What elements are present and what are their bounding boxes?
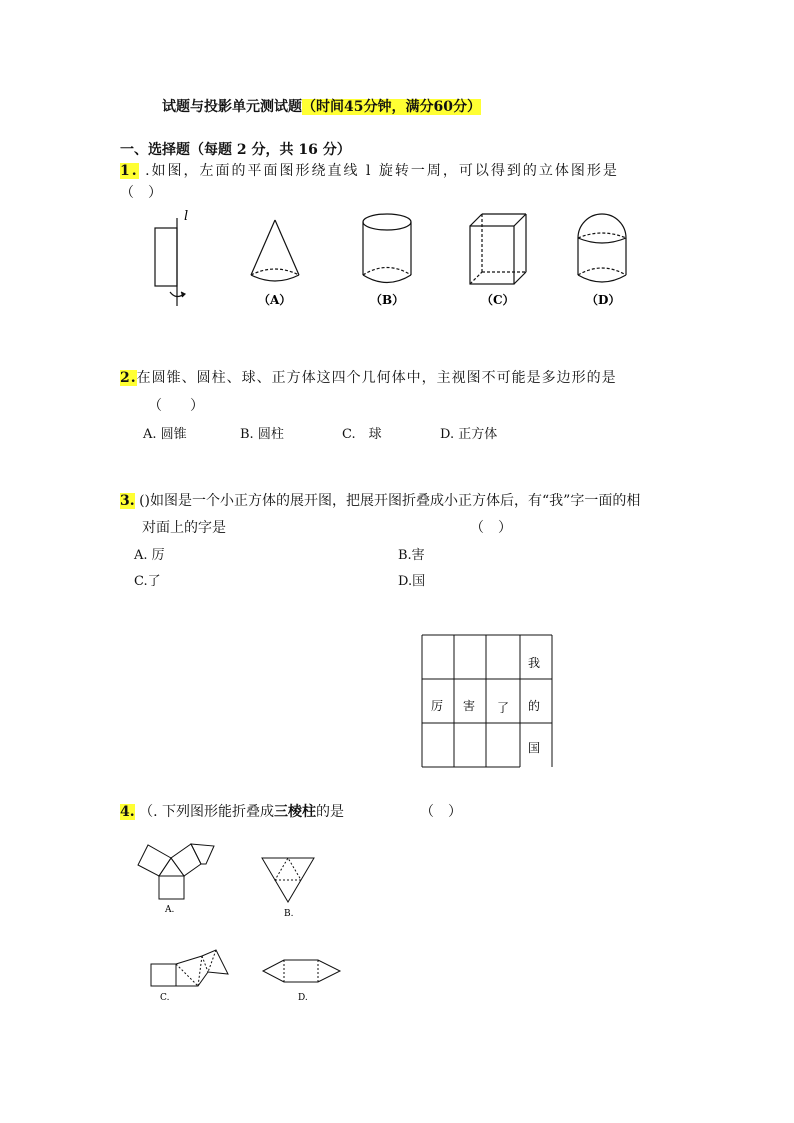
q2-option-c: C. 球 xyxy=(342,427,382,442)
net-c-icon xyxy=(151,950,228,986)
page-title xyxy=(162,96,481,116)
option-c-label: （C） xyxy=(481,293,515,307)
cone-icon xyxy=(251,220,299,281)
question-1 xyxy=(120,160,619,180)
net-cell-hai: 害 xyxy=(463,699,476,713)
q2-option-b: B. 圆柱 xyxy=(240,427,284,442)
cuboid-icon xyxy=(470,214,526,284)
hemisphere-cylinder-icon xyxy=(578,214,626,282)
q3-option-c: C.了 xyxy=(134,574,161,589)
net-d-icon xyxy=(263,960,340,982)
rotation-figure xyxy=(155,218,185,306)
option-b-label: （B） xyxy=(370,293,405,307)
net-cell-li: 厉 xyxy=(431,699,444,713)
section-heading: 一、选择题（每题 2 分，共 16 分） xyxy=(120,142,351,158)
q4-label-d: D. xyxy=(298,993,308,1003)
net-cell-de: 的 xyxy=(528,699,541,713)
cylinder-icon xyxy=(363,214,411,283)
title-time-score: （时间45分钟，满分60分） xyxy=(302,99,481,115)
option-d-label: （D） xyxy=(586,293,621,307)
question-number: 3. xyxy=(120,493,135,509)
q3-option-b: B.害 xyxy=(398,548,425,563)
question-3-text-cont: 对面上的字是 xyxy=(142,520,226,536)
question-2-answer-paren: （ ） xyxy=(148,398,204,414)
net-b-icon xyxy=(262,858,314,902)
q4-label-a: A. xyxy=(165,905,175,915)
q3-option-a: A. 厉 xyxy=(134,548,165,563)
net-a-icon xyxy=(138,844,214,899)
question-number: 4. xyxy=(120,804,135,820)
q3-option-d: D.国 xyxy=(398,574,426,589)
question-text-bold: 三棱柱 xyxy=(273,804,316,820)
q2-option-d: D. 正方体 xyxy=(440,427,498,442)
question-text: 在圆锥、圆柱、球、正方体这四个几何体中，主视图不可能是多边形的是 xyxy=(136,370,617,386)
question-4 xyxy=(120,801,344,821)
net-cell-wo: 我 xyxy=(528,656,541,670)
q2-option-a: A. 圆锥 xyxy=(143,427,187,442)
question-4-answer-paren: （ ） xyxy=(420,804,462,820)
q4-label-c: C. xyxy=(160,993,170,1003)
q1-figures xyxy=(0,200,794,340)
question-text: .如图，左面的平面图形绕直线 l 旋转一周，可以得到的立体图形是 xyxy=(145,163,619,179)
question-text: ()如图是一个小正方体的展开图，把展开图折叠成小正方体后，有“我”字一面的相 xyxy=(139,493,641,509)
net-cell-le: 了 xyxy=(497,701,510,715)
q4-figures xyxy=(0,830,794,1030)
q4-label-b: B. xyxy=(284,909,294,919)
question-text: （. 下列图形能折叠成 xyxy=(139,804,274,820)
cube-net-grid xyxy=(420,633,560,773)
question-2 xyxy=(120,367,617,387)
question-number: 2. xyxy=(120,370,137,386)
question-text-end: 的是 xyxy=(315,804,344,820)
question-3 xyxy=(120,490,640,510)
question-number: 1. xyxy=(120,163,139,179)
axis-label: l xyxy=(184,209,189,224)
question-1-answer-paren: （ ） xyxy=(120,185,162,201)
question-3-answer-paren: （ ） xyxy=(470,520,512,536)
option-a-label: （A） xyxy=(258,293,292,307)
title-main: 试题与投影单元测试题 xyxy=(162,99,302,115)
net-cell-guo: 国 xyxy=(528,741,541,755)
